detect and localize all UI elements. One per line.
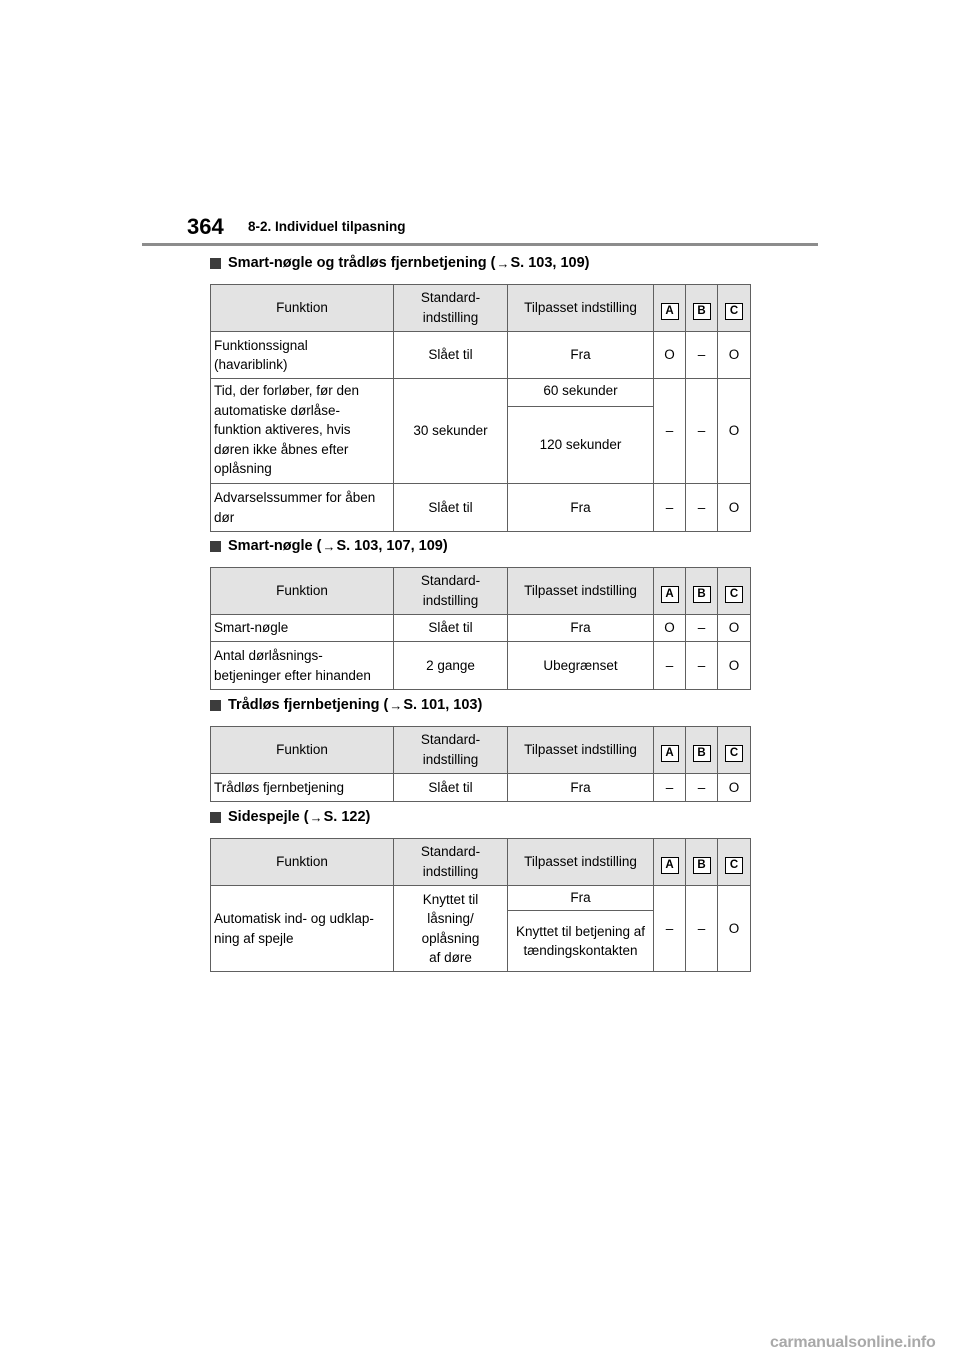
table-header-row	[211, 285, 751, 332]
label-a-icon: A	[661, 857, 679, 874]
cell-c: O	[718, 886, 751, 972]
label-c-icon: C	[725, 303, 743, 320]
page-number: 364	[187, 214, 224, 239]
cell-b: –	[686, 332, 718, 379]
table-row	[211, 642, 751, 690]
square-bullet-icon	[210, 700, 221, 711]
cell-custom: 120 sekunder	[508, 407, 654, 484]
table-row	[211, 379, 751, 407]
cell-default: Slået til	[394, 774, 508, 802]
col-default: Standard- indstilling	[394, 568, 508, 615]
section-heading	[210, 538, 448, 554]
arrow-right-icon: →	[389, 697, 403, 713]
cell-c: O	[718, 774, 751, 802]
heading-text: Smart-nøgle (	[228, 538, 322, 554]
cell-default: Slået til	[394, 615, 508, 642]
cell-custom: Fra	[508, 886, 654, 911]
table-row	[211, 615, 751, 642]
cell-custom: Fra	[508, 774, 654, 802]
table-header-row	[211, 568, 751, 615]
cell-b: –	[686, 886, 718, 972]
label-a-icon: A	[661, 745, 679, 762]
label-b-icon: B	[693, 857, 711, 874]
cell-a: –	[654, 379, 686, 484]
col-custom: Tilpasset indstilling	[508, 727, 654, 774]
square-bullet-icon	[210, 541, 221, 552]
settings-table	[210, 284, 751, 532]
cell-custom: Fra	[508, 484, 654, 532]
cell-b: –	[686, 484, 718, 532]
arrow-right-icon: →	[496, 255, 510, 271]
col-a	[654, 285, 686, 332]
cell-b: –	[686, 642, 718, 690]
label-c-icon: C	[725, 745, 743, 762]
col-b	[686, 568, 718, 615]
settings-table	[210, 567, 751, 690]
table-row	[211, 774, 751, 802]
cell-default: 30 sekunder	[394, 379, 508, 484]
col-c	[718, 285, 751, 332]
cell-custom: Ubegrænset	[508, 642, 654, 690]
col-b	[686, 285, 718, 332]
cell-custom: Knyttet til betjening af tændingskontakten	[508, 911, 654, 972]
col-b	[686, 727, 718, 774]
section-heading	[210, 697, 482, 713]
section-title: 8-2. Individuel tilpasning	[248, 219, 406, 234]
arrow-right-icon: →	[309, 809, 323, 825]
col-default: Standard- indstilling	[394, 285, 508, 332]
cell-default: Slået til	[394, 484, 508, 532]
label-a-icon: A	[661, 303, 679, 320]
label-a-icon: A	[661, 586, 679, 603]
cell-b: –	[686, 774, 718, 802]
cell-function: Advarselssummer for åben dør	[211, 484, 394, 532]
table-header-row	[211, 839, 751, 886]
cell-c: O	[718, 484, 751, 532]
col-a	[654, 568, 686, 615]
col-c	[718, 568, 751, 615]
table-row	[211, 886, 751, 911]
cell-custom: Fra	[508, 332, 654, 379]
cell-default: Knyttet til låsning/ oplåsning af døre	[394, 886, 508, 972]
arrow-right-icon: →	[322, 538, 336, 554]
label-c-icon: C	[725, 586, 743, 603]
col-function: Funktion	[211, 839, 394, 886]
col-function: Funktion	[211, 727, 394, 774]
cell-a: O	[654, 332, 686, 379]
heading-ref: S. 122)	[323, 809, 371, 825]
heading-ref: S. 101, 103)	[403, 697, 483, 713]
heading-text: Trådløs fjernbetjening (	[228, 697, 389, 713]
col-function: Funktion	[211, 568, 394, 615]
cell-function: Trådløs fjernbetjening	[211, 774, 394, 802]
col-default: Standard- indstilling	[394, 727, 508, 774]
col-c	[718, 839, 751, 886]
table-header-row	[211, 727, 751, 774]
cell-a: –	[654, 484, 686, 532]
cell-c: O	[718, 379, 751, 484]
col-default: Standard- indstilling	[394, 839, 508, 886]
cell-function: Smart-nøgle	[211, 615, 394, 642]
square-bullet-icon	[210, 812, 221, 823]
col-a	[654, 839, 686, 886]
settings-table	[210, 838, 751, 972]
section-heading	[210, 255, 589, 271]
square-bullet-icon	[210, 258, 221, 269]
cell-function: Antal dørlåsnings- betjeninger efter hinanden	[211, 642, 394, 690]
label-c-icon: C	[725, 857, 743, 874]
heading-ref: S. 103, 109)	[510, 255, 590, 271]
label-b-icon: B	[693, 586, 711, 603]
cell-b: –	[686, 379, 718, 484]
col-a	[654, 727, 686, 774]
section-heading	[210, 809, 370, 825]
heading-ref: S. 103, 107, 109)	[336, 538, 448, 554]
cell-function: Tid, der forløber, før den automatiske dørlåse- funktion aktiveres, hvis døren ikke åbnes efter oplåsning	[211, 379, 394, 484]
cell-custom: Fra	[508, 615, 654, 642]
cell-c: O	[718, 332, 751, 379]
watermark: carmanualsonline.info	[770, 1334, 936, 1351]
cell-c: O	[718, 642, 751, 690]
label-b-icon: B	[693, 745, 711, 762]
cell-c: O	[718, 615, 751, 642]
cell-function: Automatisk ind- og udklap- ning af spejle	[211, 886, 394, 972]
settings-table	[210, 726, 751, 802]
col-function: Funktion	[211, 285, 394, 332]
cell-a: –	[654, 642, 686, 690]
table-row	[211, 332, 751, 379]
label-b-icon: B	[693, 303, 711, 320]
cell-function: Funktionssignal (havariblink)	[211, 332, 394, 379]
cell-a: –	[654, 886, 686, 972]
cell-default: 2 gange	[394, 642, 508, 690]
cell-a: –	[654, 774, 686, 802]
col-custom: Tilpasset indstilling	[508, 568, 654, 615]
col-b	[686, 839, 718, 886]
cell-a: O	[654, 615, 686, 642]
cell-custom: 60 sekunder	[508, 379, 654, 407]
col-c	[718, 727, 751, 774]
table-row	[211, 484, 751, 532]
header-rule	[142, 243, 818, 246]
heading-text: Smart-nøgle og trådløs fjernbetjening (	[228, 255, 496, 271]
heading-text: Sidespejle (	[228, 809, 309, 825]
col-custom: Tilpasset indstilling	[508, 839, 654, 886]
cell-default: Slået til	[394, 332, 508, 379]
col-custom: Tilpasset indstilling	[508, 285, 654, 332]
cell-b: –	[686, 615, 718, 642]
